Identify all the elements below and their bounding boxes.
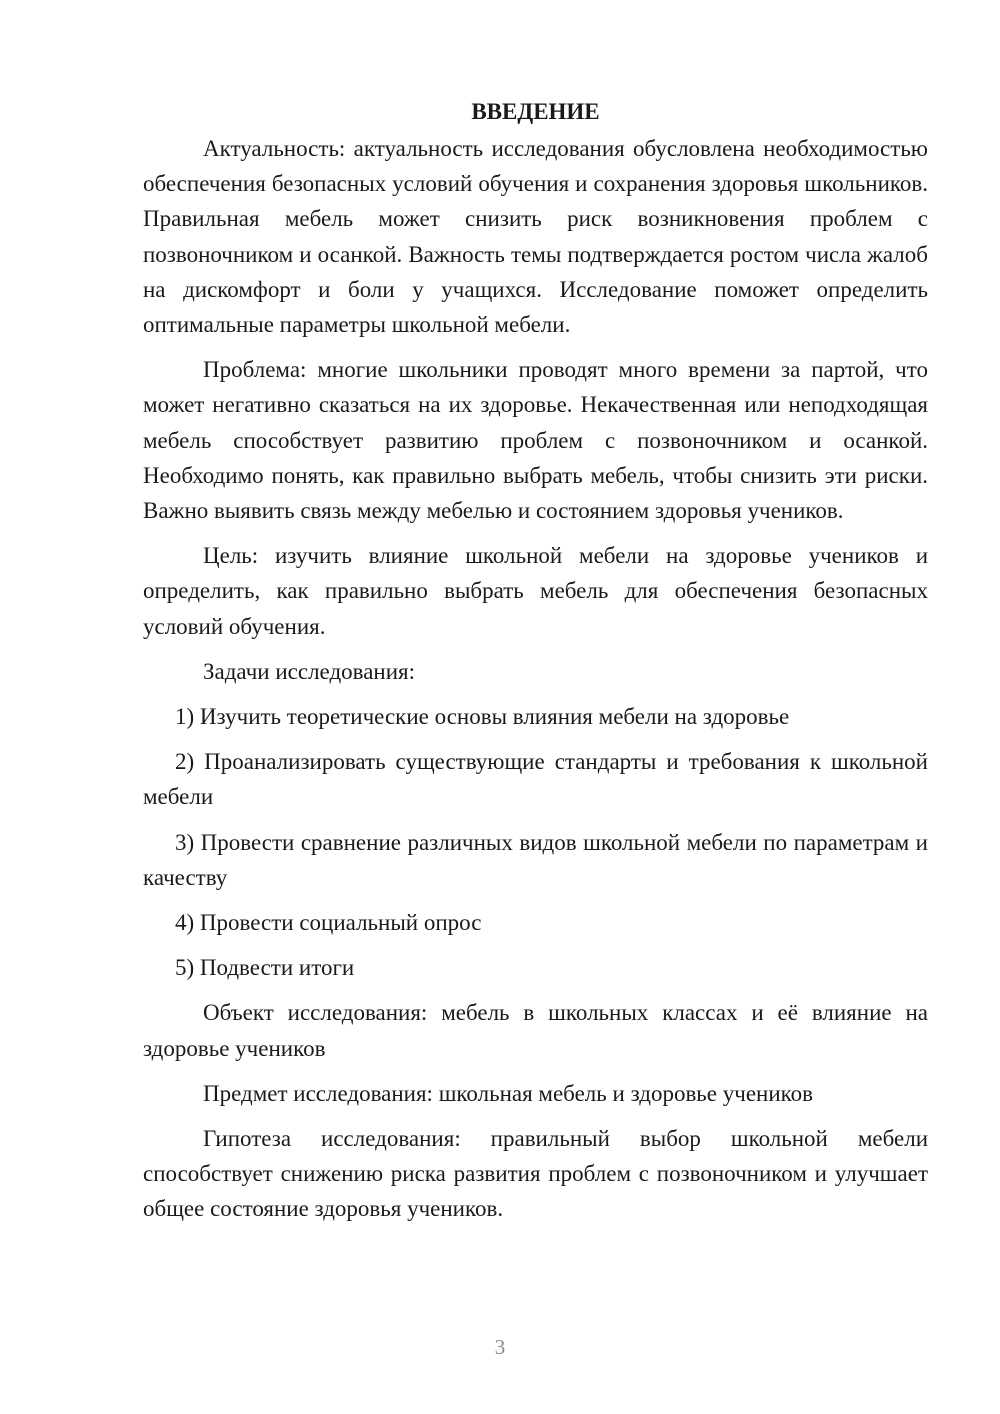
hypothesis-paragraph: Гипотеза исследования: правильный выбор школьной мебели способствует снижению риска развития проблем с позвоночником и улучшает общее состояние здоровья учеников. xyxy=(143,1126,928,1222)
tasks-heading: Задачи исследования: xyxy=(203,658,416,684)
goal-paragraph: Цель: изучить влияние школьной мебели на здоровье учеников и определить, как правильно выбрать мебель для обеспечения безопасных условий обучения. xyxy=(143,543,928,639)
relevance-paragraph: Актуальность: актуальность исследования обусловлена необходимостью обеспечения безопасных условий обучения и сохранения здоровья школьников. Правильная мебель может снизить риск возникновения проблем с позвоночником и осанкой. Важность темы подтверждается ростом числа жалоб на дискомфорт и боли у учащихся. Исследование поможет определить оптимальные параметры школьной мебели. xyxy=(143,136,928,338)
task-item: 5) Подвести итоги xyxy=(175,955,355,981)
document-page xyxy=(143,94,928,1237)
task-item: 4) Провести социальный опрос xyxy=(175,910,482,936)
page-number: 3 xyxy=(494,1335,506,1359)
object-paragraph: Объект исследования: мебель в школьных классах и её влияние на здоровье учеников xyxy=(143,1000,928,1061)
task-item: 2) Проанализировать существующие стандарты и требования к школьной мебели xyxy=(143,749,928,810)
task-item: 1) Изучить теоретические основы влияния мебели на здоровье xyxy=(175,704,790,730)
task-item: 3) Провести сравнение различных видов школьной мебели по параметрам и качеству xyxy=(143,829,928,890)
problem-paragraph: Проблема: многие школьники проводят много времени за партой, что может негативно сказаться на их здоровье. Некачественная или неподходящая мебель способствует развитию проблем с позвоночником и осанкой. Необходимо понять, как правильно выбрать мебель, чтобы снизить эти риски. Важно выявить связь между мебелью и состоянием здоровья учеников. xyxy=(143,357,928,524)
section-title: ВВЕДЕНИЕ xyxy=(471,99,600,124)
subject-paragraph: Предмет исследования: школьная мебель и здоровье учеников xyxy=(203,1080,814,1106)
